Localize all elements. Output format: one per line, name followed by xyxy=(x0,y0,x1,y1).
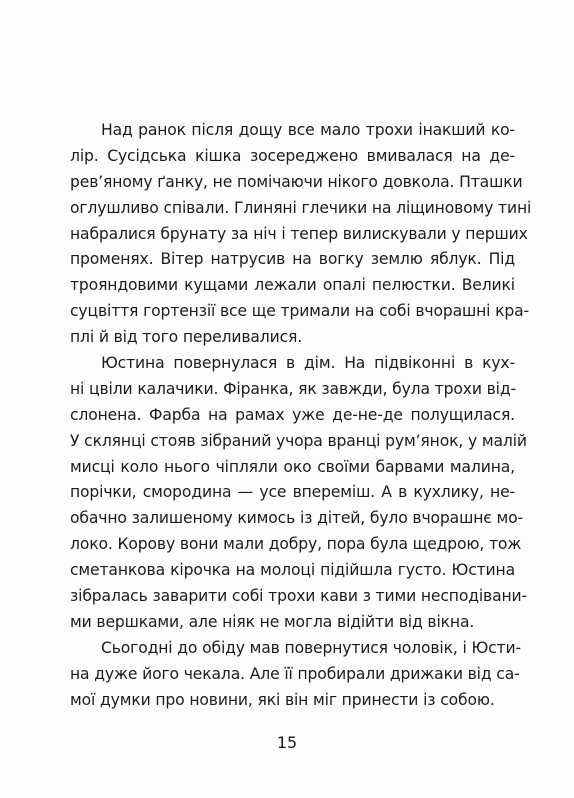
text-line: ні цвіли калачики. Фіранка, як завжди, була трохи від- xyxy=(70,379,516,398)
text-line: плі й від того переливалися. xyxy=(70,328,303,347)
text-line: обачно залишеному кимось із дітей, було вчорашнє мо- xyxy=(70,509,523,528)
text-line: лір. Сусідська кішка зосереджено вмивалася на де- xyxy=(70,146,515,165)
text-line: зібралась заварити собі трохи кави з тими несподівани- xyxy=(70,587,527,606)
body-text xyxy=(70,118,532,713)
page-number: 15 xyxy=(276,733,298,752)
text-line: порічки, смородина — усе впереміш. А в кухлику, не- xyxy=(70,483,515,502)
text-line: локо. Корову вони мали добру, пора була щедрою, тож xyxy=(70,535,522,554)
text-line: променях. Вітер натрусив на вогку землю яблук. Під xyxy=(70,250,515,269)
text-line: Над ранок після дощу все мало трохи інакший ко- xyxy=(101,121,515,139)
text-line: мисці коло нього чіпляли око своїми барвами малина, xyxy=(70,457,515,476)
text-line: рев’яному ґанку, не помічаючи нікого довкола. Пташки xyxy=(70,172,523,191)
text-line: на дуже його чекала. Але її пробирали дрижаки від са- xyxy=(70,664,520,683)
text-line: мої думки про новини, які він міг принести із собою. xyxy=(70,690,495,709)
text-line: сметанкова кірочка на молоці підійшла густо. Юстина xyxy=(70,561,515,580)
text-line: Сьогодні до обіду мав повернутися чоловік, і Юсти- xyxy=(101,638,521,657)
text-line: суцвіття гортензії все ще тримали на собі вчорашні кра- xyxy=(70,302,530,321)
text-line: слонена. Фарба на рамах уже де-не-де полущилася. xyxy=(70,405,515,424)
text-line: набралися брунату за ніч і тепер вилискували у перших xyxy=(70,224,528,243)
text-line: ми вершками, але ніяк не могла відійти від вікна. xyxy=(70,612,475,631)
text-line: трояндовими кущами лежали опалі пелюстки. Великі xyxy=(70,276,515,295)
text-line: Юстина повернулася в дім. На підвіконні в кух- xyxy=(101,354,515,373)
text-line: У склянці стояв зібраний учора вранці рум’янок, у малій xyxy=(70,431,527,450)
text-line: оглушливо співали. Глиняні глечики на ліщиновому тині xyxy=(70,198,532,217)
